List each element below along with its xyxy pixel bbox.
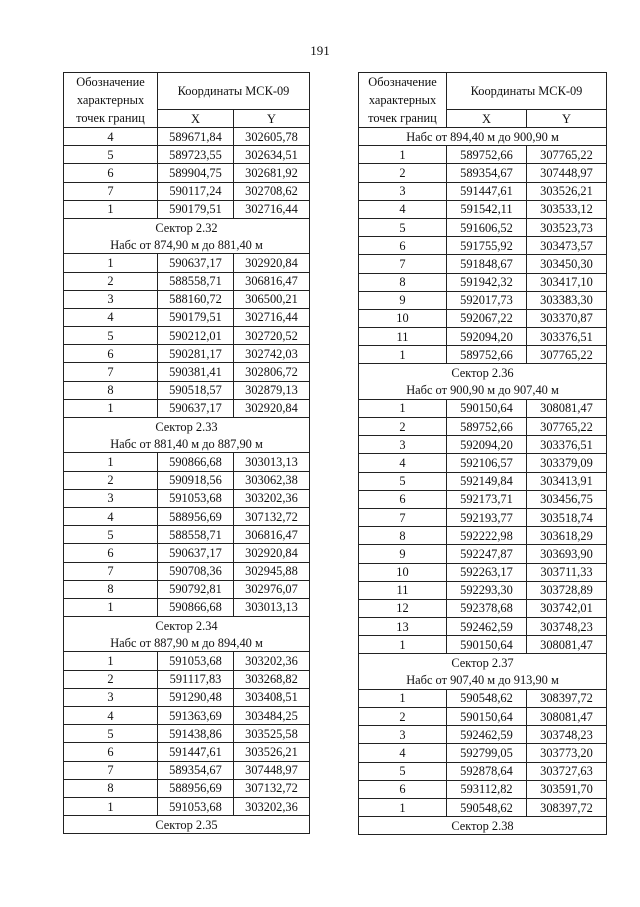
table-row [64,725,310,743]
point-number-cell: 5 [359,218,447,236]
x-coordinate-cell: 592222,98 [447,527,527,545]
table-row [64,182,310,200]
page-number: 191 [310,43,330,58]
point-number-cell: 6 [64,743,158,761]
table-row [359,255,607,273]
range-title: Набс от 881,40 м до 887,90 м [64,435,310,453]
point-number-cell: 1 [64,254,158,272]
table-row [359,346,607,364]
x-coordinate-cell: 590179,51 [158,308,234,326]
sector-row [359,817,607,835]
x-coordinate-cell: 591053,68 [158,489,234,507]
point-number-cell: 5 [359,762,447,780]
point-number-cell: 2 [64,471,158,489]
y-coordinate-cell: 303727,63 [527,762,607,780]
y-coordinate-cell: 302634,51 [234,146,310,164]
table-row [64,507,310,525]
table-row [359,472,607,490]
point-number-cell: 10 [359,563,447,581]
table-row [359,508,607,526]
table-row [359,762,607,780]
point-number-cell: 3 [64,290,158,308]
table-row [64,707,310,725]
point-number-cell: 4 [64,128,158,146]
point-number-cell: 3 [359,182,447,200]
table-row [359,689,607,707]
x-coordinate-cell: 590792,81 [158,580,234,598]
y-coordinate-cell: 307132,72 [234,507,310,525]
table-row [64,652,310,670]
x-coordinate-cell: 590150,64 [447,708,527,726]
table-row [359,328,607,346]
point-number-cell: 3 [64,688,158,706]
header-y: Y [234,110,310,128]
point-number-cell: 4 [359,744,447,762]
sector-title: Сектор 2.38 [359,817,607,835]
x-coordinate-cell: 591606,52 [447,218,527,236]
point-number-cell: 3 [64,489,158,507]
range-row [359,382,607,400]
point-number-cell: 1 [359,146,447,164]
y-coordinate-cell: 303202,36 [234,797,310,815]
y-coordinate-cell: 308081,47 [527,636,607,654]
point-number-cell: 1 [64,453,158,471]
table-row [359,399,607,417]
table-row [64,526,310,544]
y-coordinate-cell: 303417,10 [527,273,607,291]
y-coordinate-cell: 302708,62 [234,182,310,200]
point-number-cell: 8 [359,527,447,545]
y-coordinate-cell: 303370,87 [527,309,607,327]
x-coordinate-cell: 592094,20 [447,328,527,346]
table-row [359,780,607,798]
point-number-cell: 1 [64,200,158,218]
y-coordinate-cell: 308081,47 [527,708,607,726]
table-row [64,327,310,345]
table-body-right [359,128,607,835]
header-designation: Обозначение характерных точек границ [359,73,447,128]
point-number-cell: 11 [359,328,447,346]
sector-row [64,418,310,436]
table-row [359,545,607,563]
table-row [359,490,607,508]
y-coordinate-cell: 302605,78 [234,128,310,146]
x-coordinate-cell: 588160,72 [158,290,234,308]
table-row [359,726,607,744]
sector-title: Сектор 2.32 [64,218,310,236]
table-row [359,581,607,599]
table-row [64,471,310,489]
x-coordinate-cell: 591755,92 [447,237,527,255]
x-coordinate-cell: 590212,01 [158,327,234,345]
sector-row [64,816,310,834]
point-number-cell: 5 [64,725,158,743]
y-coordinate-cell: 303268,82 [234,670,310,688]
point-number-cell: 1 [64,399,158,417]
range-title: Набс от 874,90 м до 881,40 м [64,236,310,254]
point-number-cell: 5 [359,472,447,490]
point-number-cell: 12 [359,599,447,617]
y-coordinate-cell: 307448,97 [527,164,607,182]
table-row [64,254,310,272]
x-coordinate-cell: 589354,67 [447,164,527,182]
table-row [64,345,310,363]
x-coordinate-cell: 592293,30 [447,581,527,599]
y-coordinate-cell: 303728,89 [527,581,607,599]
x-coordinate-cell: 591942,32 [447,273,527,291]
x-coordinate-cell: 588956,69 [158,507,234,525]
table-row [64,580,310,598]
x-coordinate-cell: 590548,62 [447,689,527,707]
x-coordinate-cell: 590117,24 [158,182,234,200]
table-row [64,453,310,471]
table-row [64,290,310,308]
sector-title: Сектор 2.33 [64,418,310,436]
y-coordinate-cell: 307448,97 [234,761,310,779]
point-number-cell: 4 [64,707,158,725]
table-row [359,200,607,218]
y-coordinate-cell: 303413,91 [527,472,607,490]
table-row [64,688,310,706]
range-row [359,128,607,146]
point-number-cell: 6 [64,164,158,182]
y-coordinate-cell: 303533,12 [527,200,607,218]
x-coordinate-cell: 592263,17 [447,563,527,581]
x-coordinate-cell: 590150,64 [447,399,527,417]
y-coordinate-cell: 302920,84 [234,254,310,272]
table-row [359,291,607,309]
x-coordinate-cell: 589723,55 [158,146,234,164]
x-coordinate-cell: 590918,56 [158,471,234,489]
y-coordinate-cell: 303450,30 [527,255,607,273]
point-number-cell: 2 [64,272,158,290]
point-number-cell: 13 [359,618,447,636]
y-coordinate-cell: 303518,74 [527,508,607,526]
table-row [64,489,310,507]
table-row [64,779,310,797]
sector-title: Сектор 2.35 [64,816,310,834]
x-coordinate-cell: 590381,41 [158,363,234,381]
point-number-cell: 1 [359,636,447,654]
x-coordinate-cell: 592067,22 [447,309,527,327]
table-row [359,454,607,472]
x-coordinate-cell: 590866,68 [158,598,234,616]
x-coordinate-cell: 593112,82 [447,780,527,798]
x-coordinate-cell: 591363,69 [158,707,234,725]
table-row [64,128,310,146]
point-number-cell: 7 [64,562,158,580]
x-coordinate-cell: 591848,67 [447,255,527,273]
table-row [359,418,607,436]
y-coordinate-cell: 303693,90 [527,545,607,563]
x-coordinate-cell: 590518,57 [158,381,234,399]
sector-row [64,218,310,236]
y-coordinate-cell: 302716,44 [234,308,310,326]
x-coordinate-cell: 592149,84 [447,472,527,490]
y-coordinate-cell: 302920,84 [234,399,310,417]
x-coordinate-cell: 592094,20 [447,436,527,454]
y-coordinate-cell: 306500,21 [234,290,310,308]
y-coordinate-cell: 303408,51 [234,688,310,706]
sector-row [359,364,607,382]
x-coordinate-cell: 588558,71 [158,526,234,544]
x-coordinate-cell: 592799,05 [447,744,527,762]
y-coordinate-cell: 302720,52 [234,327,310,345]
table-row [64,797,310,815]
x-coordinate-cell: 591447,61 [158,743,234,761]
table-row [359,146,607,164]
table-row [359,237,607,255]
y-coordinate-cell: 302681,92 [234,164,310,182]
x-coordinate-cell: 592247,87 [447,545,527,563]
point-number-cell: 4 [359,454,447,472]
y-coordinate-cell: 307765,22 [527,418,607,436]
table-row [359,527,607,545]
table-row [359,563,607,581]
x-coordinate-cell: 592878,64 [447,762,527,780]
point-number-cell: 8 [64,779,158,797]
point-number-cell: 1 [359,346,447,364]
y-coordinate-cell: 303523,73 [527,218,607,236]
point-number-cell: 5 [64,146,158,164]
table-row [359,273,607,291]
point-number-cell: 6 [359,490,447,508]
point-number-cell: 7 [64,363,158,381]
table-row [359,618,607,636]
y-coordinate-cell: 302742,03 [234,345,310,363]
point-number-cell: 3 [359,726,447,744]
point-number-cell: 6 [359,780,447,798]
point-number-cell: 10 [359,309,447,327]
point-number-cell: 8 [359,273,447,291]
y-coordinate-cell: 303383,30 [527,291,607,309]
point-number-cell: 2 [359,164,447,182]
range-row [64,236,310,254]
point-number-cell: 2 [359,418,447,436]
x-coordinate-cell: 589904,75 [158,164,234,182]
x-coordinate-cell: 591447,61 [447,182,527,200]
point-number-cell: 9 [359,291,447,309]
y-coordinate-cell: 302945,88 [234,562,310,580]
range-row [359,672,607,690]
x-coordinate-cell: 591438,86 [158,725,234,743]
x-coordinate-cell: 588956,69 [158,779,234,797]
y-coordinate-cell: 303711,33 [527,563,607,581]
table-row [359,744,607,762]
y-coordinate-cell: 303748,23 [527,726,607,744]
range-title: Набс от 894,40 м до 900,90 м [359,128,607,146]
y-coordinate-cell: 302806,72 [234,363,310,381]
point-number-cell: 8 [64,580,158,598]
x-coordinate-cell: 592193,77 [447,508,527,526]
x-coordinate-cell: 592378,68 [447,599,527,617]
table-row [64,562,310,580]
y-coordinate-cell: 303773,20 [527,744,607,762]
header-coordinates: Координаты МСК-09 [447,73,607,110]
range-row [64,435,310,453]
y-coordinate-cell: 306816,47 [234,272,310,290]
coordinates-table-left [63,72,310,834]
point-number-cell: 7 [64,761,158,779]
point-number-cell: 7 [64,182,158,200]
point-number-cell: 1 [64,652,158,670]
x-coordinate-cell: 592462,59 [447,726,527,744]
header-coordinates: Координаты МСК-09 [158,73,310,110]
y-coordinate-cell: 303484,25 [234,707,310,725]
point-number-cell: 6 [64,544,158,562]
point-number-cell: 4 [64,308,158,326]
sector-title: Сектор 2.34 [64,617,310,635]
table-row [359,599,607,617]
sector-title: Сектор 2.36 [359,364,607,382]
y-coordinate-cell: 306816,47 [234,526,310,544]
x-coordinate-cell: 590708,36 [158,562,234,580]
range-title: Набс от 887,90 м до 894,40 м [64,634,310,652]
table-row [359,164,607,182]
y-coordinate-cell: 303526,21 [527,182,607,200]
y-coordinate-cell: 302879,13 [234,381,310,399]
point-number-cell: 5 [64,327,158,345]
y-coordinate-cell: 303591,70 [527,780,607,798]
point-number-cell: 7 [359,255,447,273]
point-number-cell: 1 [359,689,447,707]
point-number-cell: 8 [64,381,158,399]
table-row [64,743,310,761]
point-number-cell: 2 [359,708,447,726]
y-coordinate-cell: 303013,13 [234,598,310,616]
x-coordinate-cell: 592462,59 [447,618,527,636]
table-row [359,798,607,816]
y-coordinate-cell: 303376,51 [527,436,607,454]
point-number-cell: 3 [359,436,447,454]
x-coordinate-cell: 591053,68 [158,652,234,670]
y-coordinate-cell: 307765,22 [527,146,607,164]
header-x: X [447,110,527,128]
point-number-cell: 1 [64,797,158,815]
y-coordinate-cell: 303748,23 [527,618,607,636]
y-coordinate-cell: 303618,29 [527,527,607,545]
y-coordinate-cell: 307765,22 [527,346,607,364]
table-row [359,309,607,327]
table-row [359,636,607,654]
table-row [64,363,310,381]
point-number-cell: 4 [64,507,158,525]
table-row [359,708,607,726]
y-coordinate-cell: 302976,07 [234,580,310,598]
table-row [64,308,310,326]
x-coordinate-cell: 592017,73 [447,291,527,309]
range-title: Набс от 900,90 м до 907,40 м [359,382,607,400]
y-coordinate-cell: 303526,21 [234,743,310,761]
table-row [64,544,310,562]
x-coordinate-cell: 590281,17 [158,345,234,363]
table-row [64,399,310,417]
y-coordinate-cell: 303473,57 [527,237,607,255]
point-number-cell: 2 [64,670,158,688]
x-coordinate-cell: 592173,71 [447,490,527,508]
y-coordinate-cell: 303202,36 [234,652,310,670]
table-row [359,436,607,454]
y-coordinate-cell: 303376,51 [527,328,607,346]
x-coordinate-cell: 590548,62 [447,798,527,816]
point-number-cell: 7 [359,508,447,526]
y-coordinate-cell: 303742,01 [527,599,607,617]
y-coordinate-cell: 302920,84 [234,544,310,562]
y-coordinate-cell: 303202,36 [234,489,310,507]
point-number-cell: 1 [359,798,447,816]
table-row [64,761,310,779]
x-coordinate-cell: 590637,17 [158,399,234,417]
table-row [64,200,310,218]
x-coordinate-cell: 590150,64 [447,636,527,654]
x-coordinate-cell: 589752,66 [447,418,527,436]
table-row [64,146,310,164]
y-coordinate-cell: 303379,09 [527,454,607,472]
x-coordinate-cell: 589752,66 [447,346,527,364]
y-coordinate-cell: 308081,47 [527,399,607,417]
y-coordinate-cell: 303525,58 [234,725,310,743]
point-number-cell: 6 [359,237,447,255]
sector-title: Сектор 2.37 [359,654,607,672]
y-coordinate-cell: 303062,38 [234,471,310,489]
header-y: Y [527,110,607,128]
y-coordinate-cell: 308397,72 [527,798,607,816]
y-coordinate-cell: 303013,13 [234,453,310,471]
point-number-cell: 1 [359,399,447,417]
y-coordinate-cell: 303456,75 [527,490,607,508]
sector-row [64,617,310,635]
table-row [64,598,310,616]
point-number-cell: 11 [359,581,447,599]
x-coordinate-cell: 592106,57 [447,454,527,472]
x-coordinate-cell: 590179,51 [158,200,234,218]
table-row [64,381,310,399]
range-row [64,634,310,652]
header-x: X [158,110,234,128]
table-row [359,182,607,200]
x-coordinate-cell: 590637,17 [158,254,234,272]
x-coordinate-cell: 591117,83 [158,670,234,688]
point-number-cell: 9 [359,545,447,563]
table-row [64,272,310,290]
x-coordinate-cell: 589752,66 [447,146,527,164]
y-coordinate-cell: 307132,72 [234,779,310,797]
point-number-cell: 4 [359,200,447,218]
x-coordinate-cell: 590637,17 [158,544,234,562]
table-row [64,670,310,688]
table-row [359,218,607,236]
table-body-left [64,128,310,834]
coordinates-table-right [358,72,607,835]
x-coordinate-cell: 589671,84 [158,128,234,146]
y-coordinate-cell: 302716,44 [234,200,310,218]
x-coordinate-cell: 591053,68 [158,797,234,815]
sector-row [359,654,607,672]
x-coordinate-cell: 589354,67 [158,761,234,779]
range-title: Набс от 907,40 м до 913,90 м [359,672,607,690]
point-number-cell: 5 [64,526,158,544]
y-coordinate-cell: 308397,72 [527,689,607,707]
x-coordinate-cell: 591290,48 [158,688,234,706]
x-coordinate-cell: 591542,11 [447,200,527,218]
x-coordinate-cell: 588558,71 [158,272,234,290]
point-number-cell: 1 [64,598,158,616]
table-row [64,164,310,182]
point-number-cell: 6 [64,345,158,363]
x-coordinate-cell: 590866,68 [158,453,234,471]
header-designation: Обозначение характерных точек границ [64,73,158,128]
